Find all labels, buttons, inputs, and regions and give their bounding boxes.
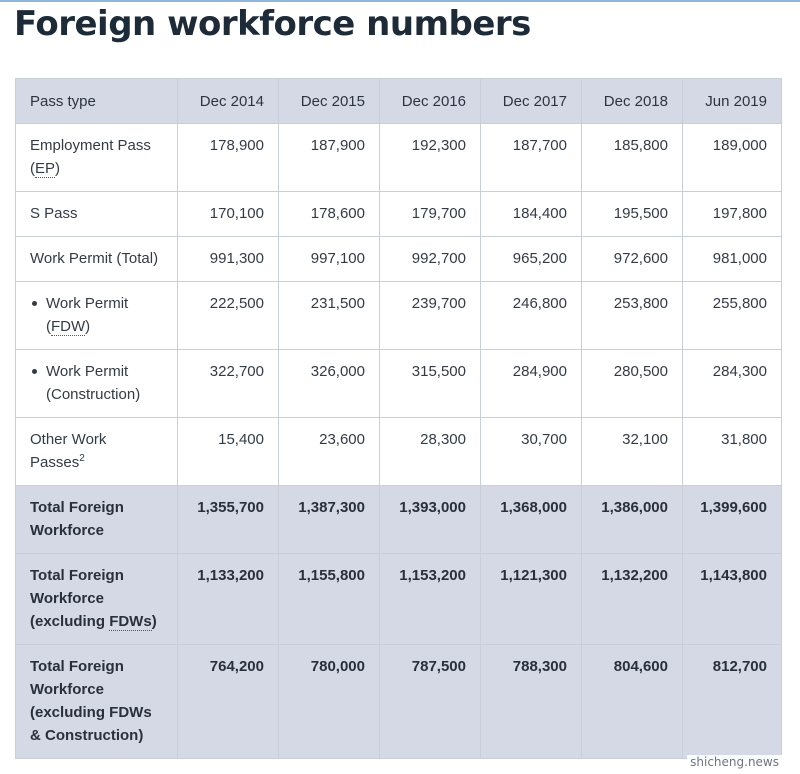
table-row-other-work-passes [16,418,782,486]
cell-value: 991,300 [178,237,279,282]
cell-value: 780,000 [279,645,380,759]
col-header-dec-2015: Dec 2015 [279,79,380,124]
abbr-fdws[interactable]: FDWs [109,613,152,630]
row-label: Total Foreign Workforce (excluding FDWs) [16,554,178,645]
cell-value: 30,700 [481,418,582,486]
cell-value: 23,600 [279,418,380,486]
cell-value: 1,399,600 [683,486,782,554]
cell-value: 764,200 [178,645,279,759]
cell-value: 1,368,000 [481,486,582,554]
cell-value: 315,500 [380,350,481,418]
cell-value: 178,900 [178,124,279,192]
bullet-item: Work Permit (FDW) [30,292,163,338]
cell-value: 32,100 [582,418,683,486]
watermark: shicheng.news [687,755,782,769]
col-header-dec-2016: Dec 2016 [380,79,481,124]
table-row-work-permit-fdw [16,282,782,350]
cell-value: 322,700 [178,350,279,418]
cell-value: 239,700 [380,282,481,350]
cell-value: 280,500 [582,350,683,418]
cell-value: 185,800 [582,124,683,192]
col-header-jun-2019: Jun 2019 [683,79,782,124]
cell-value: 255,800 [683,282,782,350]
abbr-fdw[interactable]: FDW [51,318,86,335]
row-label: S Pass [16,192,178,237]
top-border-line [0,0,800,2]
cell-value: 1,393,000 [380,486,481,554]
cell-value: 284,300 [683,350,782,418]
cell-value: 170,100 [178,192,279,237]
cell-value: 788,300 [481,645,582,759]
table-row-employment-pass [16,124,782,192]
table-row-total-excluding-fdws-construction [16,645,782,759]
abbr-ep[interactable]: EP [35,160,56,177]
cell-value: 187,900 [279,124,380,192]
row-label: Employment Pass (EP) [16,124,178,192]
table-row-work-permit-total [16,237,782,282]
cell-value: 284,900 [481,350,582,418]
table-row-work-permit-construction [16,350,782,418]
row-label [16,350,178,418]
table-row-total [16,486,782,554]
cell-value: 184,400 [481,192,582,237]
cell-value: 15,400 [178,418,279,486]
cell-value: 997,100 [279,237,380,282]
cell-value: 187,700 [481,124,582,192]
cell-value: 992,700 [380,237,481,282]
cell-value: 1,143,800 [683,554,782,645]
table-header-row [16,79,782,124]
cell-value: 1,153,200 [380,554,481,645]
col-header-dec-2017: Dec 2017 [481,79,582,124]
row-label [16,282,178,350]
cell-value: 1,133,200 [178,554,279,645]
col-header-dec-2014: Dec 2014 [178,79,279,124]
cell-value: 178,600 [279,192,380,237]
cell-value: 787,500 [380,645,481,759]
cell-value: 231,500 [279,282,380,350]
cell-value: 179,700 [380,192,481,237]
cell-value: 189,000 [683,124,782,192]
footnote-marker: 2 [79,453,85,464]
row-label: Other Work Passes$^2$ [16,418,178,486]
table-row-s-pass [16,192,782,237]
cell-value: 1,355,700 [178,486,279,554]
cell-value: 965,200 [481,237,582,282]
cell-value: 804,600 [582,645,683,759]
cell-value: 28,300 [380,418,481,486]
row-label: Work Permit (Total) [16,237,178,282]
bullet-item: Work Permit (Construction) [30,360,163,406]
foreign-workforce-table [15,78,782,759]
cell-value: 326,000 [279,350,380,418]
cell-value: 1,387,300 [279,486,380,554]
col-header-pass-type: Pass type [16,79,178,124]
cell-value: 222,500 [178,282,279,350]
row-label: Total Foreign Workforce [16,486,178,554]
cell-value: 195,500 [582,192,683,237]
cell-value: 197,800 [683,192,782,237]
cell-value: 1,132,200 [582,554,683,645]
row-label: Total Foreign Workforce (excluding FDWs & Construction) [16,645,178,759]
page-title: Foreign workforce numbers [14,4,531,44]
cell-value: 31,800 [683,418,782,486]
cell-value: 246,800 [481,282,582,350]
cell-value: 1,155,800 [279,554,380,645]
cell-value: 1,121,300 [481,554,582,645]
cell-value: 972,600 [582,237,683,282]
col-header-dec-2018: Dec 2018 [582,79,683,124]
cell-value: 981,000 [683,237,782,282]
cell-value: 812,700 [683,645,782,759]
table-row-total-excluding-fdws [16,554,782,645]
cell-value: 1,386,000 [582,486,683,554]
cell-value: 253,800 [582,282,683,350]
cell-value: 192,300 [380,124,481,192]
